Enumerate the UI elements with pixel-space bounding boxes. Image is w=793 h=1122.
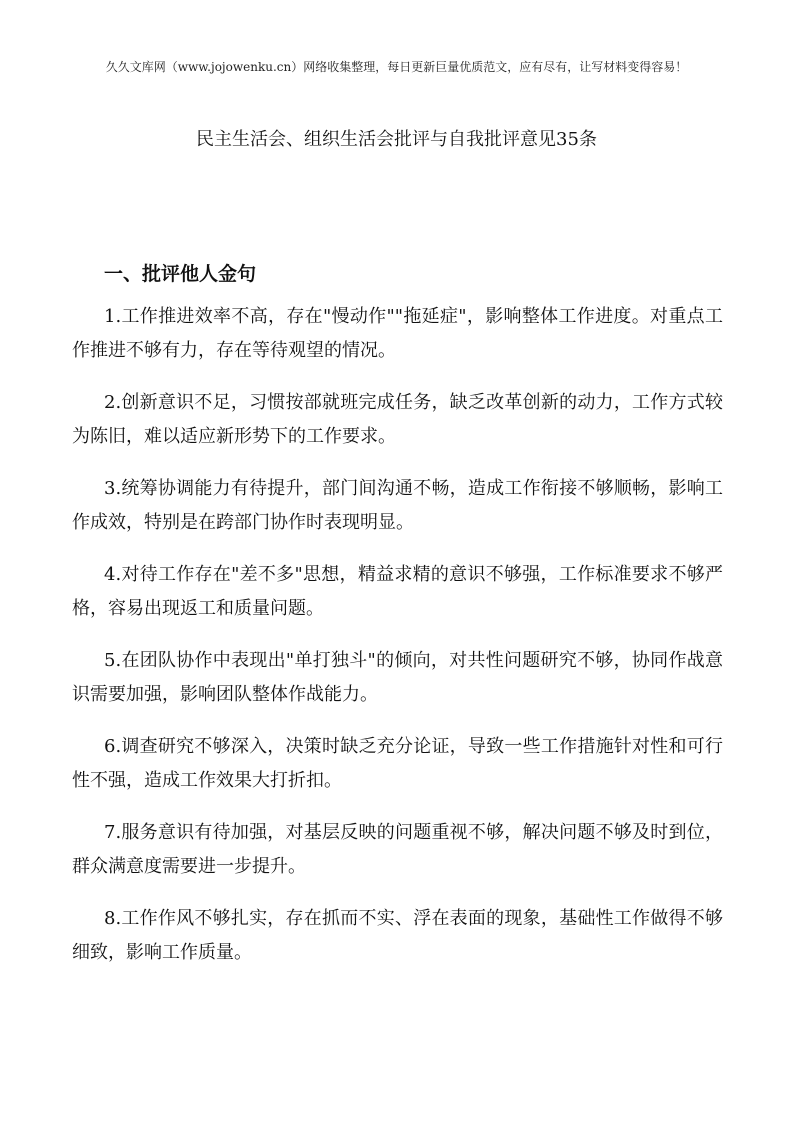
section-heading: 一、批评他人金句 xyxy=(104,263,257,285)
list-item: 1.工作推进效率不高，存在"慢动作""拖延症"，影响整体工作进度。对重点工作推进不够有力，存在等待观望的情况。 xyxy=(72,306,723,361)
page-header-notice: 久久文库网（www.jojowenku.cn）网络收集整理，每日更新巨量优质范文，应有尽有，让写材料变得容易！ xyxy=(105,60,688,74)
list-item: 3.统筹协调能力有待提升，部门间沟通不畅，造成工作衔接不够顺畅，影响工作成效，特别是在跨部门协作时表现明显。 xyxy=(72,478,723,533)
list-item: 8.工作作风不够扎实，存在抓而不实、浮在表面的现象，基础性工作做得不够细致，影响工作质量。 xyxy=(72,908,723,963)
list-item: 6.调查研究不够深入，决策时缺乏充分论证，导致一些工作措施针对性和可行性不强，造成工作效果大打折扣。 xyxy=(72,736,723,791)
list-item: 4.对待工作存在"差不多"思想，精益求精的意识不够强，工作标准要求不够严格，容易出现返工和质量问题。 xyxy=(72,564,723,619)
document-title: 民主生活会、组织生活会批评与自我批评意见35条 xyxy=(196,129,597,150)
list-item: 7.服务意识有待加强，对基层反映的问题重视不够，解决问题不够及时到位，群众满意度需要进一步提升。 xyxy=(72,822,723,877)
list-item: 2.创新意识不足，习惯按部就班完成任务，缺乏改革创新的动力，工作方式较为陈旧，难以适应新形势下的工作要求。 xyxy=(72,392,723,447)
list-item: 5.在团队协作中表现出"单打独斗"的倾向，对共性问题研究不够，协同作战意识需要加强，影响团队整体作战能力。 xyxy=(72,650,723,705)
criticism-list xyxy=(72,300,723,988)
